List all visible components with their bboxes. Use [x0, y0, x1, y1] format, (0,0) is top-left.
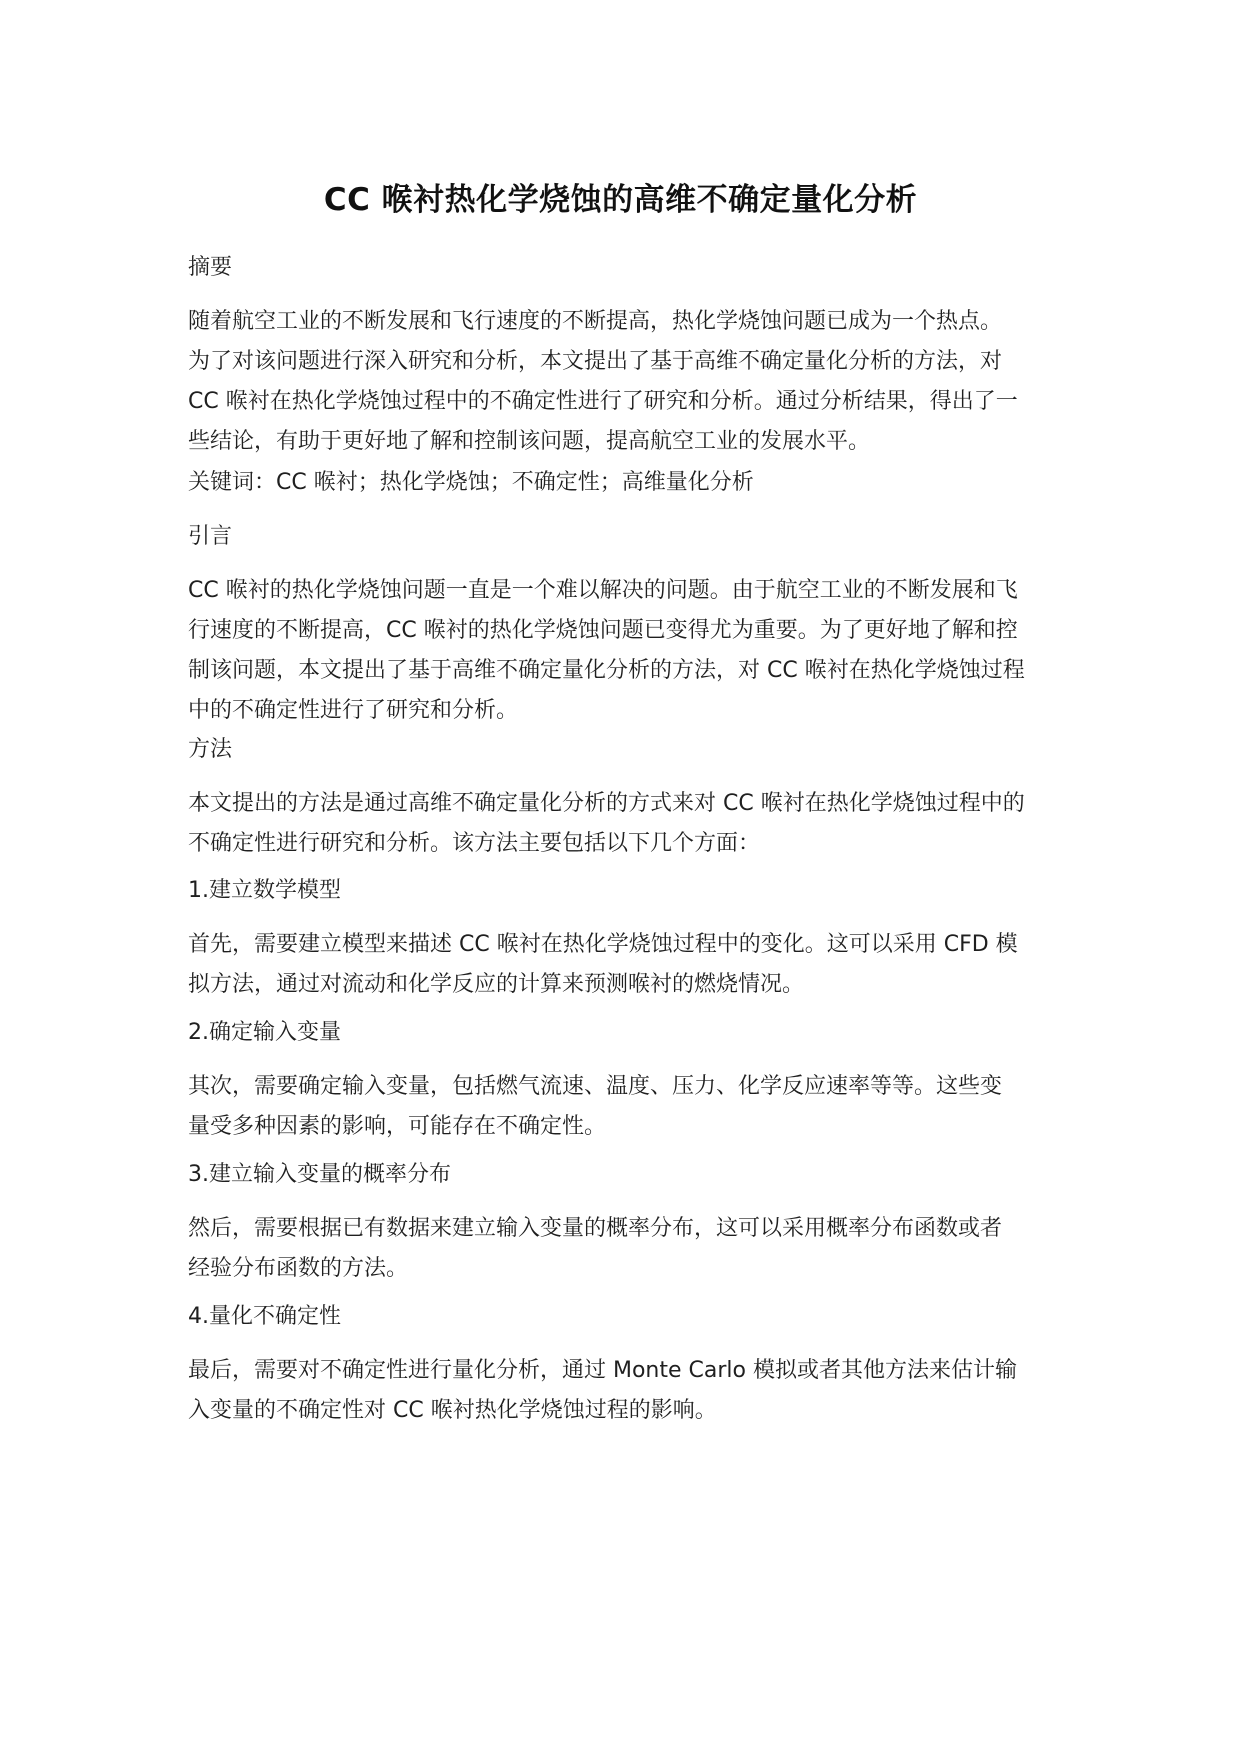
step4-heading: 4.量化不确定性 [188, 1304, 341, 1329]
intro-paragraph [188, 571, 1056, 731]
step2-line: 量受多种因素的影响，可能存在不确定性。 [188, 1114, 607, 1139]
step4-line: 入变量的不确定性对 CC 喉衬热化学烧蚀过程的影响。 [188, 1398, 717, 1423]
intro-line: 制该问题，本文提出了基于高维不确定量化分析的方法，对 CC 喉衬在热化学烧蚀过程 [188, 658, 1025, 683]
method-line: 不确定性进行研究和分析。该方法主要包括以下几个方面： [188, 831, 761, 856]
intro-heading: 引言 [188, 524, 233, 549]
abstract-line: 些结论，有助于更好地了解和控制该问题，提高航空工业的发展水平。 [188, 429, 871, 454]
step1-paragraph [188, 925, 1056, 1005]
abstract-line: CC 喉衬在热化学烧蚀过程中的不确定性进行了研究和分析。通过分析结果，得出了一 [188, 389, 1018, 414]
intro-line: 中的不确定性进行了研究和分析。 [188, 698, 519, 723]
step2-line: 其次，需要确定输入变量，包括燃气流速、温度、压力、化学反应速率等等。这些变 [188, 1074, 1003, 1099]
abstract-heading: 摘要 [188, 255, 233, 280]
method-paragraph [188, 784, 1056, 864]
method-line: 本文提出的方法是通过高维不确定量化分析的方式来对 CC 喉衬在热化学烧蚀过程中的 [188, 791, 1025, 816]
step4-paragraph [188, 1351, 1056, 1431]
abstract-line: 为了对该问题进行深入研究和分析，本文提出了基于高维不确定量化分析的方法，对 [188, 349, 1003, 374]
method-heading: 方法 [188, 737, 233, 762]
intro-line: 行速度的不断提高，CC 喉衬的热化学烧蚀问题已变得尤为重要。为了更好地了解和控 [188, 618, 1018, 643]
keywords-line: 关键词：CC 喉衬；热化学烧蚀；不确定性；高维量化分析 [188, 470, 754, 495]
step1-line: 拟方法，通过对流动和化学反应的计算来预测喉衬的燃烧情况。 [188, 972, 805, 997]
step1-heading: 1.建立数学模型 [188, 878, 341, 903]
step3-line: 经验分布函数的方法。 [188, 1256, 409, 1281]
step2-paragraph [188, 1067, 1056, 1147]
abstract-line: 随着航空工业的不断发展和飞行速度的不断提高，热化学烧蚀问题已成为一个热点。 [188, 309, 1003, 334]
step3-line: 然后，需要根据已有数据来建立输入变量的概率分布，这可以采用概率分布函数或者 [188, 1216, 1003, 1241]
document-title: CC 喉衬热化学烧蚀的高维不确定量化分析 [323, 182, 918, 218]
step2-heading: 2.确定输入变量 [188, 1020, 341, 1045]
step1-line: 首先，需要建立模型来描述 CC 喉衬在热化学烧蚀过程中的变化。这可以采用 CFD 模 [188, 932, 1018, 957]
intro-line: CC 喉衬的热化学烧蚀问题一直是一个难以解决的问题。由于航空工业的不断发展和飞 [188, 578, 1018, 603]
step4-line: 最后，需要对不确定性进行量化分析，通过 Monte Carlo 模拟或者其他方法来估计输 [188, 1358, 1017, 1383]
step3-paragraph [188, 1209, 1056, 1289]
abstract-paragraph [188, 302, 1056, 462]
step3-heading: 3.建立输入变量的概率分布 [188, 1162, 451, 1187]
